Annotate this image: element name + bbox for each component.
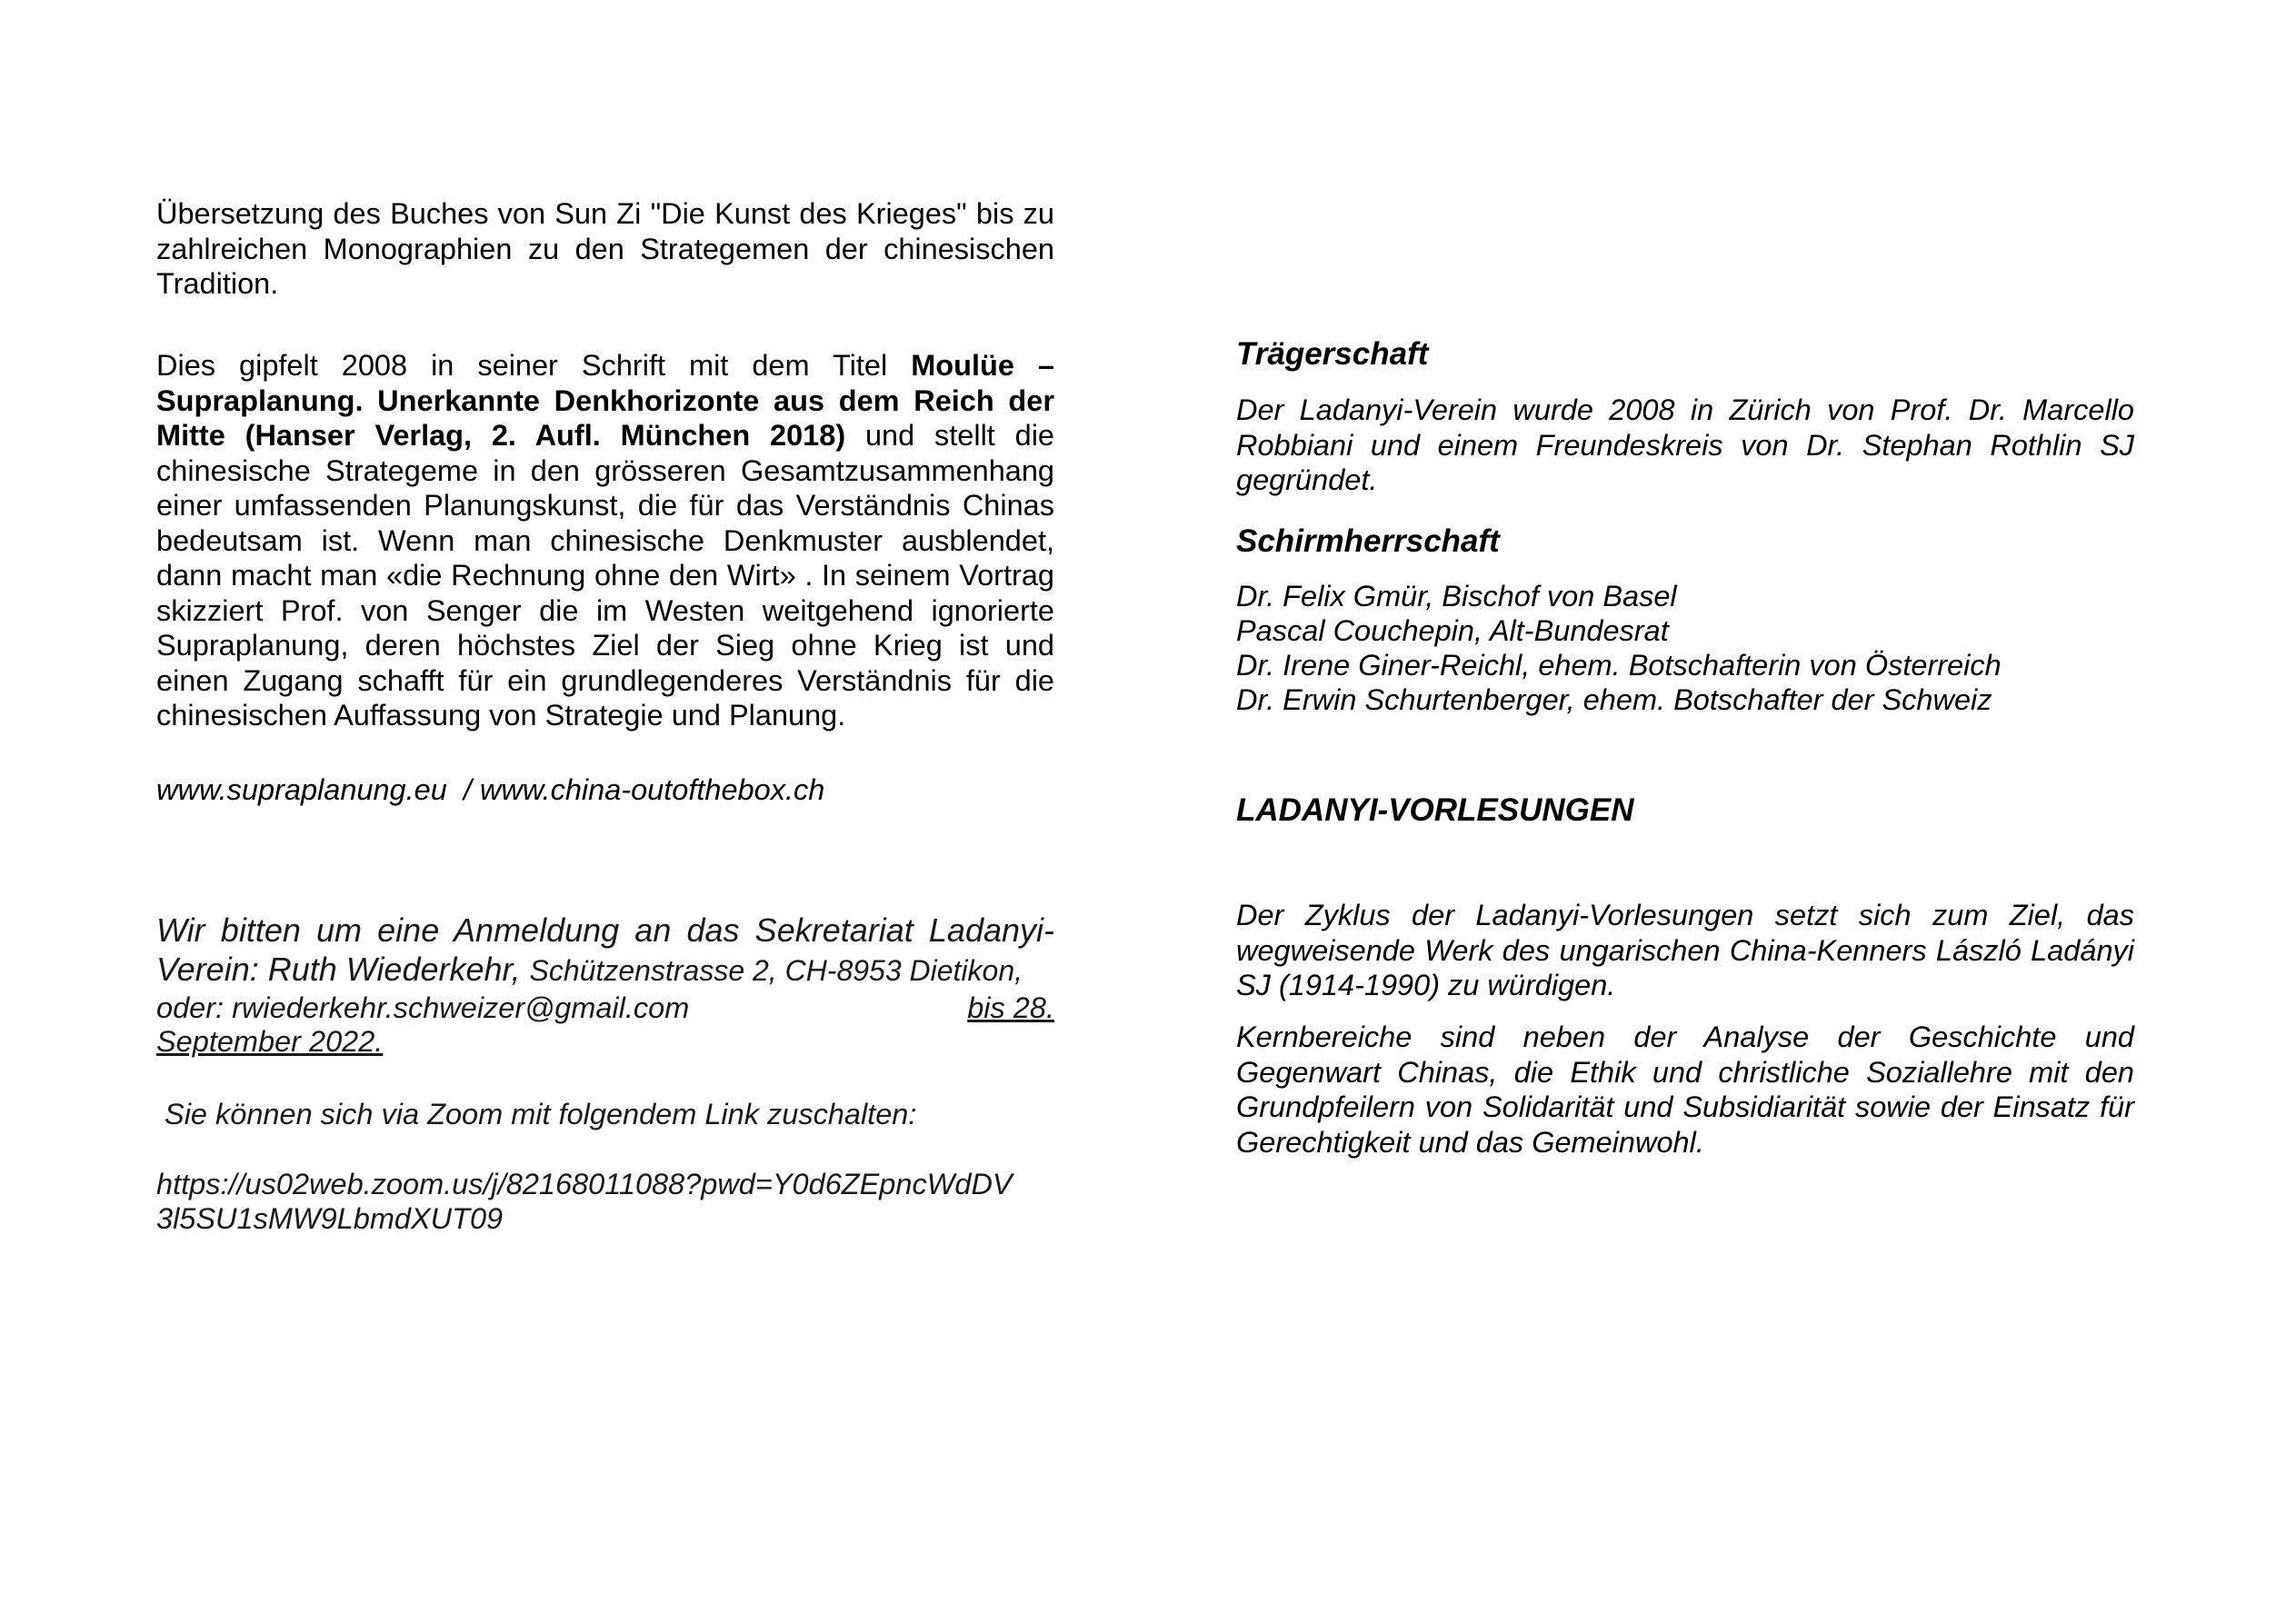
patron-item: Dr. Felix Gmür, Bischof von Basel <box>1236 580 1677 612</box>
deadline-part-1: bis 28. <box>967 991 1054 1024</box>
patron-item: Dr. Irene Giner-Reichl, ehem. Botschafterin von Österreich <box>1236 649 2002 682</box>
intro-paragraph: Übersetzung des Buches von Sun Zi "Die Kunst des Krieges" bis zu zahlreichen Monographien zu den Strategemen der chinesischen Tradition. <box>156 197 1054 300</box>
patron-item: Dr. Erwin Schurtenberger, ehem. Botschafter der Schweiz <box>1236 683 1992 716</box>
registration-line-2 <box>156 950 1054 991</box>
patron-list <box>1236 579 2134 717</box>
registration-notice <box>156 911 1054 1058</box>
supraplanung-paragraph <box>156 348 1054 733</box>
patron-item: Pascal Couchepin, Alt-Bundesrat <box>1236 614 1669 647</box>
traegerschaft-text: Der Ladanyi-Verein wurde 2008 in Zürich von Prof. Dr. Marcello Robbiani und einem Freundeskreis von Dr. Stephan Rothlin SJ gegründet. <box>1236 393 2134 496</box>
zoom-link-line-2[interactable]: 3l5SU1sMW9LbmdXUT09 <box>156 1202 504 1235</box>
secretary-name: Verein: Ruth Wiederkehr, <box>156 951 530 988</box>
vorlesungen-paragraph-1: Der Zyklus der Ladanyi-Vorlesungen setzt sich zum Ziel, das wegweisende Werk des ungarischen China-Kenners László Ladányi SJ (1914-1990) zu würdigen. <box>1236 899 2134 1001</box>
link-supraplanung[interactable]: www.supraplanung.eu <box>156 773 447 806</box>
registration-line-3 <box>156 991 1054 1025</box>
secretary-address: Schützenstrasse 2, CH-8953 Dietikon, <box>529 954 1023 987</box>
email-wrapper <box>156 991 689 1025</box>
vorlesungen-heading: LADANYI-VORLESUNGEN <box>1236 792 1634 828</box>
registration-line-1: Wir bitten um eine Anmeldung an das Sekretariat Ladanyi- <box>156 911 1054 949</box>
email-link[interactable]: rwiederkehr.schweizer@gmail.com <box>232 991 690 1024</box>
zoom-link[interactable] <box>156 1167 1054 1236</box>
zoom-link-line-1[interactable]: https://us02web.zoom.us/j/82168011088?pwd=Y0d6ZEpncWdDV <box>156 1168 1013 1200</box>
paragraph-rest: und stellt die chinesische Strategeme in den grösseren Gesamtzusammenhang einer umfassenden Planungskunst, die für das Verständnis Chinas bedeutsam ist. Wenn man chinesische Denkmuster ausblendet, dann macht man «die Rechnung ohne den Wirt» . In seinem Vortrag skizziert Prof. von Senger die im Westen weitgehend ignorierte Supraplanung, deren höchstes Ziel der Sieg ohne Krieg ist und einen Zugang schafft für ein grundlegenderes Verständnis für die chinesischen Auffassung von Strategie und Planung. <box>156 419 1055 732</box>
vorlesungen-paragraph-2: Kernbereiche sind neben der Analyse der Geschichte und Gegenwart Chinas, die Ethik und christliche Soziallehre mit den Grundpfeilern von Solidarität und Subsidiarität sowie der Einsatz für Gerechtigkeit und das Gemeinwohl. <box>1236 1021 2134 1159</box>
website-links <box>156 772 1054 807</box>
schirmherrschaft-heading: Schirmherrschaft <box>1236 523 1500 559</box>
link-separator: / <box>446 773 480 806</box>
book-title: Moulüe – Supraplanung. Unerkannte Denkhorizonte aus dem Reich der Mitte (Hanser Verlag, 2. Aufl. München 2018) <box>156 349 1055 452</box>
paragraph-lead: Dies gipfelt 2008 in seiner Schrift mit dem Titel <box>156 349 912 382</box>
email-prefix: oder: <box>156 991 233 1024</box>
deadline-part-2: September 2022. <box>156 1025 384 1058</box>
zoom-intro: Sie können sich via Zoom mit folgendem Link zuschalten: <box>156 1098 917 1130</box>
traegerschaft-heading: Trägerschaft <box>1236 336 1429 372</box>
link-china-outofthebox[interactable]: www.china-outofthebox.ch <box>479 773 825 806</box>
